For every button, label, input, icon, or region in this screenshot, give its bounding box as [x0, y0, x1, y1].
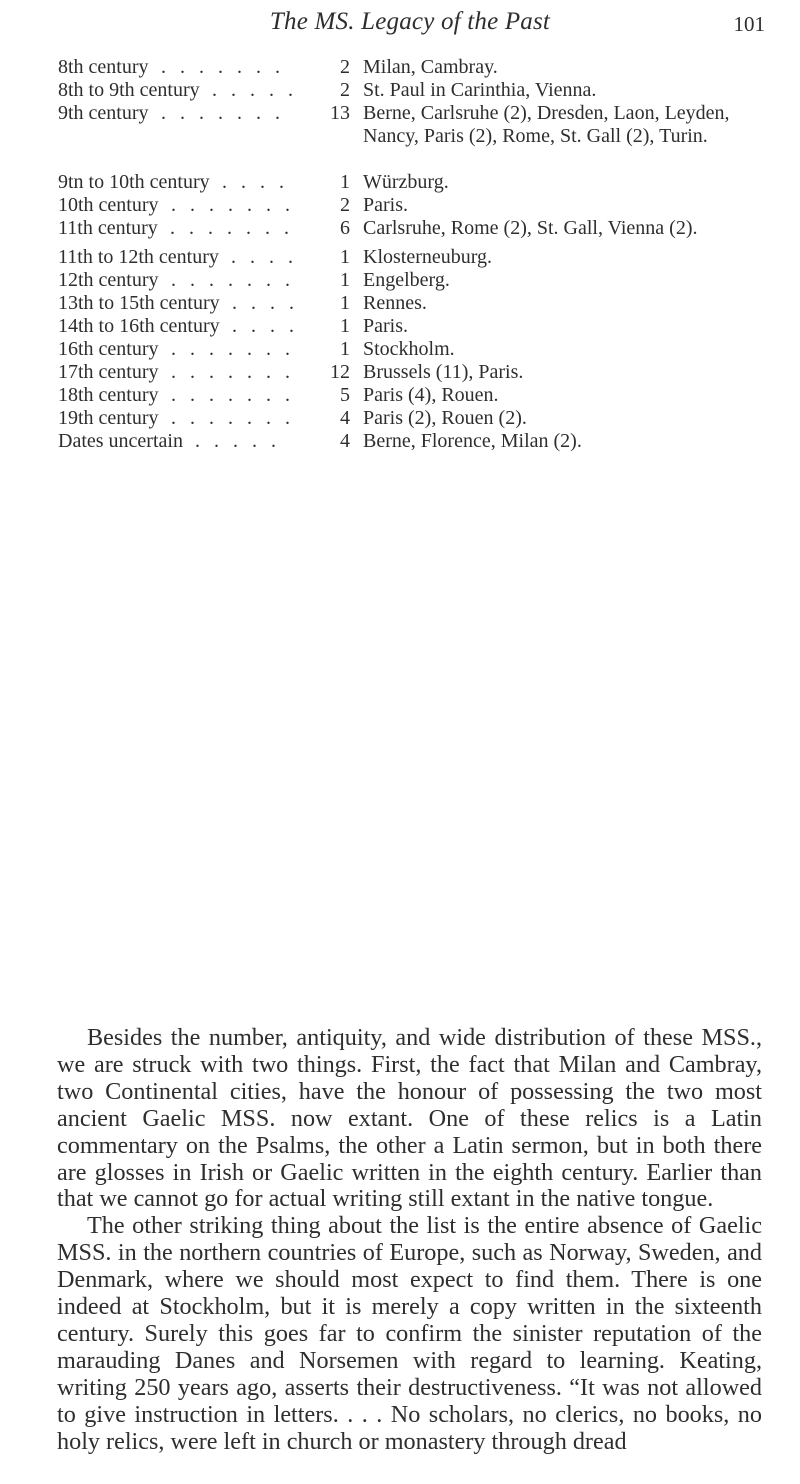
- leader-dots: .......: [171, 407, 304, 429]
- ms-count: 12: [330, 361, 350, 383]
- period-label: 10th century: [58, 194, 159, 216]
- ms-count: 1: [340, 292, 350, 314]
- ms-count: 4: [340, 407, 350, 429]
- ms-count: 2: [340, 56, 350, 78]
- table-row: [58, 79, 778, 102]
- paragraph-2: The other striking thing about the list is the entire absence of Gaelic MSS. in the northern countries of Europe, such as Norway, Sweden, and Denmark, where we should most expect to find them. There is one indeed at Stockholm, but it is merely a copy written in the sixteenth century. Surely this goes far to confirm the sinister reputation of the marauding Danes and Norsemen with regard to learning. Keating, writing 250 years ago, asserts their destructiveness. “It was not allowed to give instruction in letters. . . . No scholars, no clerics, no books, no holy relics, were left in church or monastery through dread: [57, 1212, 762, 1455]
- ms-locations: Paris (4), Rouen.: [363, 384, 499, 406]
- leader-dots: .....: [195, 430, 290, 452]
- leader-dots: ....: [232, 292, 308, 314]
- table-row: [58, 269, 778, 292]
- ms-locations: St. Paul in Carinthia, Vienna.: [363, 79, 597, 101]
- paragraph-1: Besides the number, antiquity, and wide distribution of these MSS., we are struck with two things. First, the fact that Milan and Cambray, two Continental cities, have the honour of possessing the two most ancient Gaelic MSS. now extant. One of these relics is a Latin commentary on the Psalms, the other a Latin sermon, but in both there are glosses in Irish or Gaelic written in the eighth century. Earlier than that we cannot go for actual writing still extant in the native tongue.: [57, 1024, 762, 1213]
- ms-count: 1: [340, 171, 350, 193]
- ms-locations: Würzburg.: [363, 171, 449, 193]
- running-header: [55, 0, 765, 44]
- ms-count: 1: [340, 246, 350, 268]
- table-row: [58, 338, 778, 361]
- table-row: [58, 217, 778, 240]
- manuscript-table: [58, 56, 778, 453]
- leader-dots: .......: [170, 217, 303, 239]
- leader-dots: .......: [171, 361, 304, 383]
- ms-locations: Paris.: [363, 194, 408, 216]
- leader-dots: .......: [171, 384, 304, 406]
- ms-locations: Brussels (11), Paris.: [363, 361, 524, 383]
- period-label: 9tn to 10th century: [58, 171, 210, 193]
- period-label: 13th to 15th century: [58, 292, 220, 314]
- period-label: 17th century: [58, 361, 159, 383]
- leader-dots: ....: [231, 246, 307, 268]
- ms-locations: Paris.: [363, 315, 408, 337]
- table-row: [58, 56, 778, 79]
- table-row: [58, 194, 778, 217]
- ms-locations: Milan, Cambray.: [363, 56, 498, 78]
- period-label: 19th century: [58, 407, 159, 429]
- body-text: [57, 1025, 762, 1456]
- ms-locations: Berne, Carlsruhe (2), Dresden, Laon, Leyden, Nancy, Paris (2), Rome, St. Gall (2), Turin.: [363, 102, 730, 147]
- leader-dots: .......: [171, 338, 304, 360]
- period-label: 9th century: [58, 102, 149, 124]
- table-row: [58, 246, 778, 269]
- ms-count: 4: [340, 430, 350, 452]
- table-row: [58, 407, 778, 430]
- table-row: [58, 102, 778, 148]
- period-label: 18th century: [58, 384, 159, 406]
- period-label: 8th century: [58, 56, 149, 78]
- ms-locations: Carlsruhe, Rome (2), St. Gall, Vienna (2).: [363, 217, 698, 239]
- period-label: 11th century: [58, 217, 158, 239]
- table-row: [58, 315, 778, 338]
- running-title: The MS. Legacy of the Past: [269, 8, 551, 35]
- ms-locations: Stockholm.: [363, 338, 455, 360]
- period-label: 14th to 16th century: [58, 315, 220, 337]
- leader-dots: .......: [171, 269, 304, 291]
- ms-count: 13: [330, 102, 350, 124]
- leader-dots: .......: [161, 56, 294, 78]
- table-row: [58, 292, 778, 315]
- ms-count: 2: [340, 194, 350, 216]
- ms-count: 2: [340, 79, 350, 101]
- ms-count: 1: [340, 338, 350, 360]
- ms-locations: Berne, Florence, Milan (2).: [363, 430, 582, 452]
- ms-locations: Klosterneuburg.: [363, 246, 493, 268]
- table-row: [58, 361, 778, 384]
- ms-locations: Rennes.: [363, 292, 427, 314]
- period-label: 16th century: [58, 338, 159, 360]
- ms-locations: Engelberg.: [363, 269, 450, 291]
- leader-dots: ....: [222, 171, 298, 193]
- ms-count: 5: [340, 384, 350, 406]
- ms-count: 1: [340, 269, 350, 291]
- leader-dots: .....: [212, 79, 307, 101]
- leader-dots: .......: [161, 102, 294, 124]
- period-label: 11th to 12th century: [58, 246, 219, 268]
- ms-locations: Paris (2), Rouen (2).: [363, 407, 527, 429]
- leader-dots: .......: [171, 194, 304, 216]
- page-number: 101: [733, 12, 765, 36]
- ms-count: 1: [340, 315, 350, 337]
- period-label: 8th to 9th century: [58, 79, 200, 101]
- leader-dots: ....: [232, 315, 308, 337]
- table-row: [58, 430, 778, 453]
- ms-count: 6: [340, 217, 350, 239]
- table-row: [58, 384, 778, 407]
- period-label: Dates uncertain: [58, 430, 183, 452]
- period-label: 12th century: [58, 269, 159, 291]
- table-row: [58, 171, 778, 194]
